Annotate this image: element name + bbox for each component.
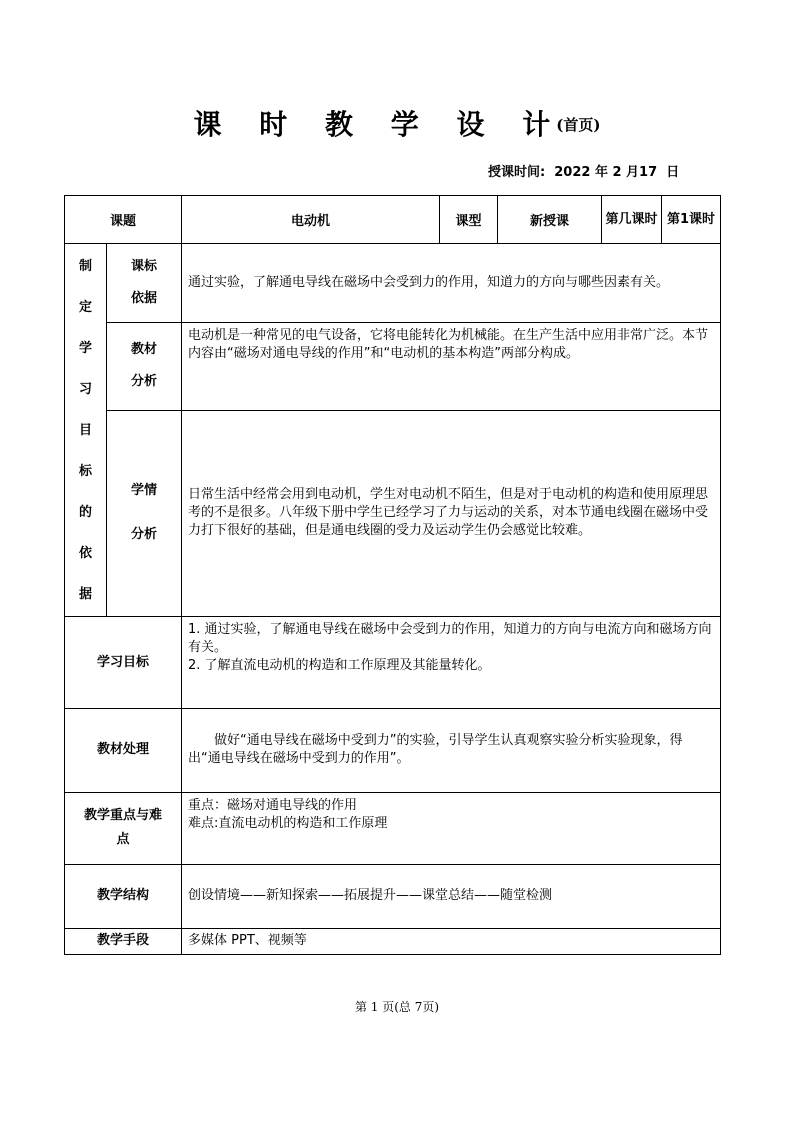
- learner-label: [107, 410, 182, 617]
- key-points-label-text: 教学重点与难点: [83, 808, 162, 848]
- basis-char: 定: [78, 299, 92, 315]
- standard-label-text: 课标依据: [130, 259, 157, 307]
- objectives-row: [65, 617, 721, 709]
- means-row: [65, 928, 721, 954]
- key-points-content: [182, 792, 721, 864]
- title-subtitle: (首页): [556, 116, 601, 134]
- basis-char: 目: [78, 422, 92, 438]
- page-footer: 第 1 页(总 7页): [354, 1000, 440, 1014]
- structure-label: 教学结构: [65, 864, 182, 928]
- structure-text: 创设情境——新知探索——拓展提升——课堂总结——随堂检测: [182, 864, 721, 928]
- topic-label: 课题: [65, 196, 182, 244]
- type-value: 新授课: [498, 196, 602, 244]
- material-row: [65, 323, 721, 410]
- processing-text: 做好“通电导线在磁场中受到力”的实验，引导学生认真观察实验分析实验现象，得出“通电导线在磁场中受到力的作用”。: [182, 709, 721, 792]
- processing-label: 教材处理: [65, 709, 182, 792]
- objectives-content: [182, 617, 721, 709]
- learner-text: 日常生活中经常会用到电动机，学生对电动机不陌生，但是对于电动机的构造和使用原理思考的不是很多。八年级下册中学生已经学习了力与运动的关系，对本节通电线圈在磁场中受力打下很好的基础，但是通电线圈的受力及运动学生仍会感觉比较难。: [182, 410, 721, 617]
- material-label-text: 教材分析: [130, 342, 157, 390]
- structure-row: [65, 864, 721, 928]
- key-point: 重点：磁场对通电导线的作用: [188, 797, 358, 813]
- page-title: [0, 103, 794, 143]
- standard-row: [65, 244, 721, 323]
- objective-item: 2. 了解直流电动机的构造和工作原理及其能量转化。: [188, 658, 491, 674]
- basis-char: 习: [78, 381, 92, 397]
- key-points-row: [65, 792, 721, 864]
- nth-value: 第1课时: [662, 196, 721, 244]
- objective-item: 1. 通过实验，了解通电导线在磁场中会受到力的作用，知道力的方向与电流方向和磁场方向有关。: [188, 622, 712, 656]
- learner-row: [65, 410, 721, 617]
- standard-label: [107, 244, 182, 323]
- basis-char: 的: [78, 504, 92, 520]
- means-label: 教学手段: [65, 928, 182, 954]
- basis-char: 标: [78, 463, 92, 479]
- basis-group-label: [65, 244, 107, 617]
- material-label: [107, 323, 182, 410]
- topic-value: 电动机: [182, 196, 440, 244]
- basis-char: 学: [78, 340, 92, 356]
- processing-row: [65, 709, 721, 792]
- means-text: 多媒体 PPT、视频等: [182, 928, 721, 954]
- lesson-design-table: [64, 195, 721, 955]
- header-row: [65, 196, 721, 244]
- nth-label: 第几课时: [602, 196, 662, 244]
- basis-char: 制: [78, 258, 92, 274]
- title-text: 课 时 教 学 设 计: [193, 108, 565, 141]
- lesson-date: 授课时间: 2022 年 2 月17 日: [488, 165, 680, 180]
- learner-label-text: 学情分析: [130, 483, 157, 543]
- standard-text: 通过实验，了解通电导线在磁场中会受到力的作用，知道力的方向与哪些因素有关。: [182, 244, 721, 323]
- material-text: 电动机是一种常见的电气设备，它将电能转化为机械能。在生产生活中应用非常广泛。本节内容由“磁场对通电导线的作用”和“电动机的基本构造”两部分构成。: [182, 323, 721, 410]
- type-label: 课型: [440, 196, 498, 244]
- basis-char: 依: [78, 545, 92, 561]
- basis-char: 据: [78, 586, 92, 602]
- key-points-label: [65, 792, 182, 864]
- difficulty-point: 难点:直流电动机的构造和工作原理: [188, 815, 388, 831]
- objectives-label: 学习目标: [65, 617, 182, 709]
